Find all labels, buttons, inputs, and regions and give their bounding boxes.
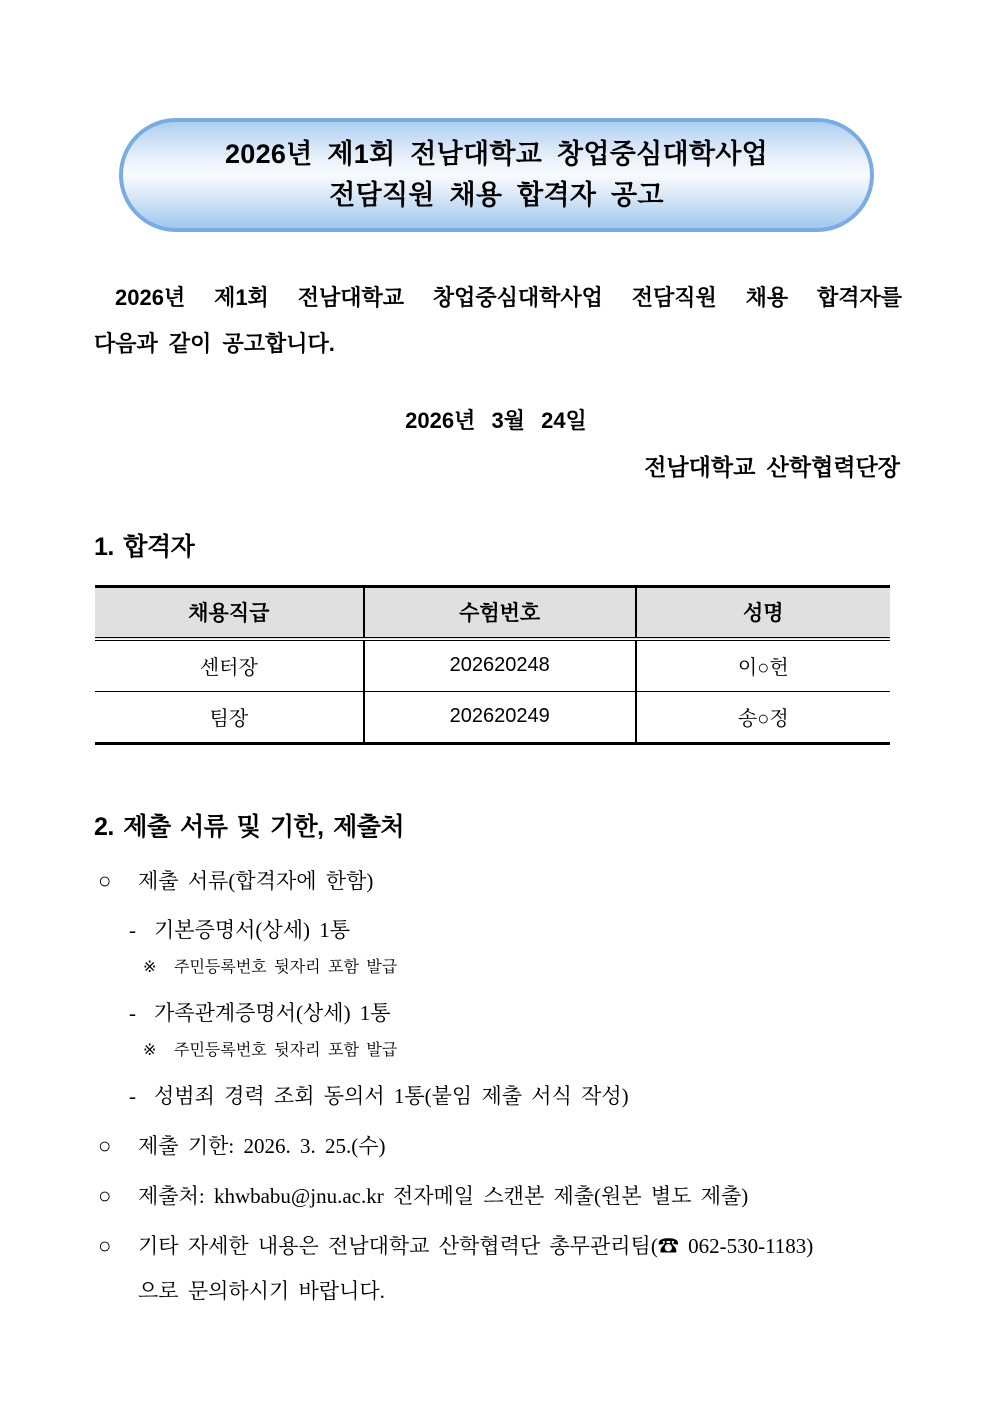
column-header-position: 채용직급 — [95, 587, 364, 640]
list-item-text: 제출 서류(합격자에 한함) — [138, 869, 374, 893]
list-item-text: 제출 기한: 2026. 3. 25.(수) — [138, 1134, 386, 1158]
column-header-exam-number: 수험번호 — [364, 587, 636, 640]
intro-line2: 다음과 같이 공고합니다. — [94, 331, 335, 356]
circle-bullet: ○ — [98, 868, 112, 893]
list-note — [143, 1040, 906, 1061]
title-banner — [119, 118, 874, 232]
list-item-text — [138, 1232, 813, 1305]
phone-number: 062-530-1183) — [678, 1234, 814, 1258]
list-item-text: 기본증명서(상세) 1통 — [154, 918, 351, 942]
list-item-documents — [94, 867, 906, 895]
cell-position: 센터장 — [199, 657, 258, 679]
section2-heading: 2. 제출 서류 및 기한, 제출처 — [94, 813, 405, 841]
note-text: 주민등록번호 뒷자리 포함 발급 — [174, 1042, 398, 1059]
table-header-row — [95, 587, 890, 640]
applicants-table — [95, 585, 890, 745]
dash-bullet: - — [129, 918, 136, 942]
reference-mark-icon: ※ — [143, 1042, 157, 1059]
column-header-name: 성명 — [636, 587, 890, 640]
cell-exam-number: 202620249 — [364, 692, 636, 744]
cell-position: 팀장 — [95, 692, 364, 744]
dash-bullet: - — [129, 1084, 136, 1108]
list-item-text: 성범죄 경력 조회 동의서 1통(붙임 제출 서식 작성) — [154, 1084, 629, 1108]
document-title-line1: 2026년 제1회 전남대학교 창업중심대학사업 — [224, 139, 769, 170]
list-item-contact — [94, 1232, 906, 1305]
dash-bullet: - — [129, 1001, 136, 1025]
list-item-deadline — [94, 1132, 906, 1160]
list-item-basic-certificate — [129, 916, 906, 944]
cell-name: 송○정 — [636, 692, 890, 744]
list-item-consent-form — [129, 1082, 906, 1110]
list-item-text: 가족관계증명서(상세) 1통 — [154, 1001, 391, 1025]
phone-icon: ☎ — [657, 1234, 679, 1258]
circle-bullet: ○ — [98, 1133, 112, 1158]
intro-paragraph — [94, 281, 902, 358]
submission-list — [94, 867, 906, 1305]
circle-bullet: ○ — [98, 1183, 112, 1208]
reference-mark-icon: ※ — [143, 959, 157, 976]
cell-exam-number: 202620248 — [364, 639, 636, 692]
signer-title: 전남대학교 산학협력단장 — [644, 454, 900, 480]
contact-text: 기타 자세한 내용은 전남대학교 산학협력단 총무관리팀( — [138, 1234, 658, 1258]
cell-name: 이○헌 — [636, 639, 890, 692]
list-item-submission-address — [94, 1182, 906, 1210]
contact-text-line2: 으로 문의하시기 바랍니다. — [138, 1279, 385, 1303]
table-row — [95, 639, 890, 692]
announcement-date: 2026년 3월 24일 — [405, 408, 587, 433]
document-title-line2: 전담직원 채용 합격자 공고 — [329, 179, 664, 210]
list-item-family-certificate — [129, 999, 906, 1027]
section1-heading: 1. 합격자 — [94, 533, 195, 561]
note-text: 주민등록번호 뒷자리 포함 발급 — [174, 959, 398, 976]
table-row — [95, 692, 890, 744]
intro-line1: 2026년 제1회 전남대학교 창업중심대학사업 전담직원 채용 합격자를 — [115, 285, 902, 310]
list-item-text: 제출처: khwbabu@jnu.ac.kr 전자메일 스캔본 제출(원본 별도 제출) — [138, 1184, 749, 1208]
circle-bullet: ○ — [98, 1233, 112, 1258]
list-note — [143, 957, 906, 978]
